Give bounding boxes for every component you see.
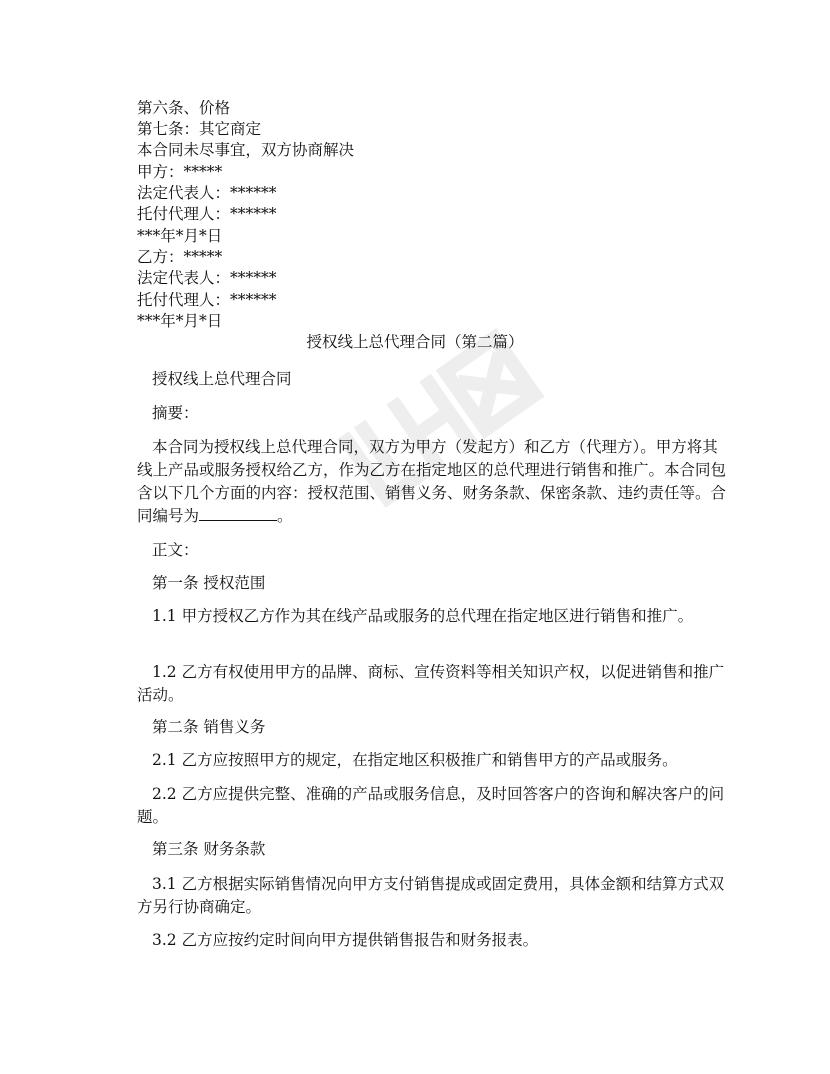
party-a-date: ***年*月*日 xyxy=(137,227,223,245)
clause-paragraph: 1.2 乙方有权使用甲方的品牌、商标、宣传资料等相关知识产权，以促进销售和推广活动。 xyxy=(137,663,725,704)
clause-paragraph: 3.1 乙方根据实际销售情况向甲方支付销售提成或固定费用，具体金额和结算方式双方另行协商确定。 xyxy=(137,875,725,916)
clause-paragraph: 2.2 乙方应提供完整、准确的产品或服务信息，及时回答客户的咨询和解决客户的问题。 xyxy=(137,785,725,826)
article-heading: 第三条 财务条款 xyxy=(152,840,266,858)
party-b-legal-rep: 法定代表人：****** xyxy=(137,269,277,287)
abstract-text: 本合同为授权线上总代理合同，双方为甲方（发起方）和乙方（代理方）。甲方将其线上产品或服务授权给乙方，作为乙方在指定地区的总代理进行销售和推广。本合同包含以下几个方面的内容：授权范围、销售义务、财务条款、保密条款、违约责任等。合同编号为 xyxy=(137,438,727,525)
party-b-line: 乙方：***** xyxy=(137,248,223,266)
contract-number-blank xyxy=(199,506,277,521)
party-b-agent: 托付代理人：****** xyxy=(137,291,277,309)
clause-paragraph: 2.1 乙方应按照甲方的规定，在指定地区积极推广和销售甲方的产品或服务。 xyxy=(152,751,678,769)
second-contract-title: 授权线上总代理合同（第二篇） xyxy=(306,333,524,351)
article-heading: 第二条 销售义务 xyxy=(152,718,266,736)
party-a-agent: 托付代理人：****** xyxy=(137,205,277,223)
unresolved-matters-line: 本合同未尽事宜，双方协商解决 xyxy=(137,141,355,159)
party-a-line: 甲方：***** xyxy=(137,163,223,181)
party-a-legal-rep: 法定代表人：****** xyxy=(137,184,277,202)
abstract-paragraph xyxy=(137,436,729,528)
contract-name: 授权线上总代理合同 xyxy=(152,370,292,388)
party-b-date: ***年*月*日 xyxy=(137,312,223,330)
article-seven-other: 第七条：其它商定 xyxy=(137,120,262,138)
article-six-price: 第六条、价格 xyxy=(137,99,231,117)
clause-paragraph: 3.2 乙方应按约定时间向甲方提供销售报告和财务报表。 xyxy=(152,931,539,949)
body-heading: 正文： xyxy=(152,541,199,559)
abstract-tail: 。 xyxy=(277,507,293,525)
clause-paragraph: 1.1 甲方授权乙方作为其在线产品或服务的总代理在指定地区进行销售和推广。 xyxy=(152,607,694,625)
abstract-heading: 摘要： xyxy=(152,404,199,422)
article-heading: 第一条 授权范围 xyxy=(152,574,266,592)
